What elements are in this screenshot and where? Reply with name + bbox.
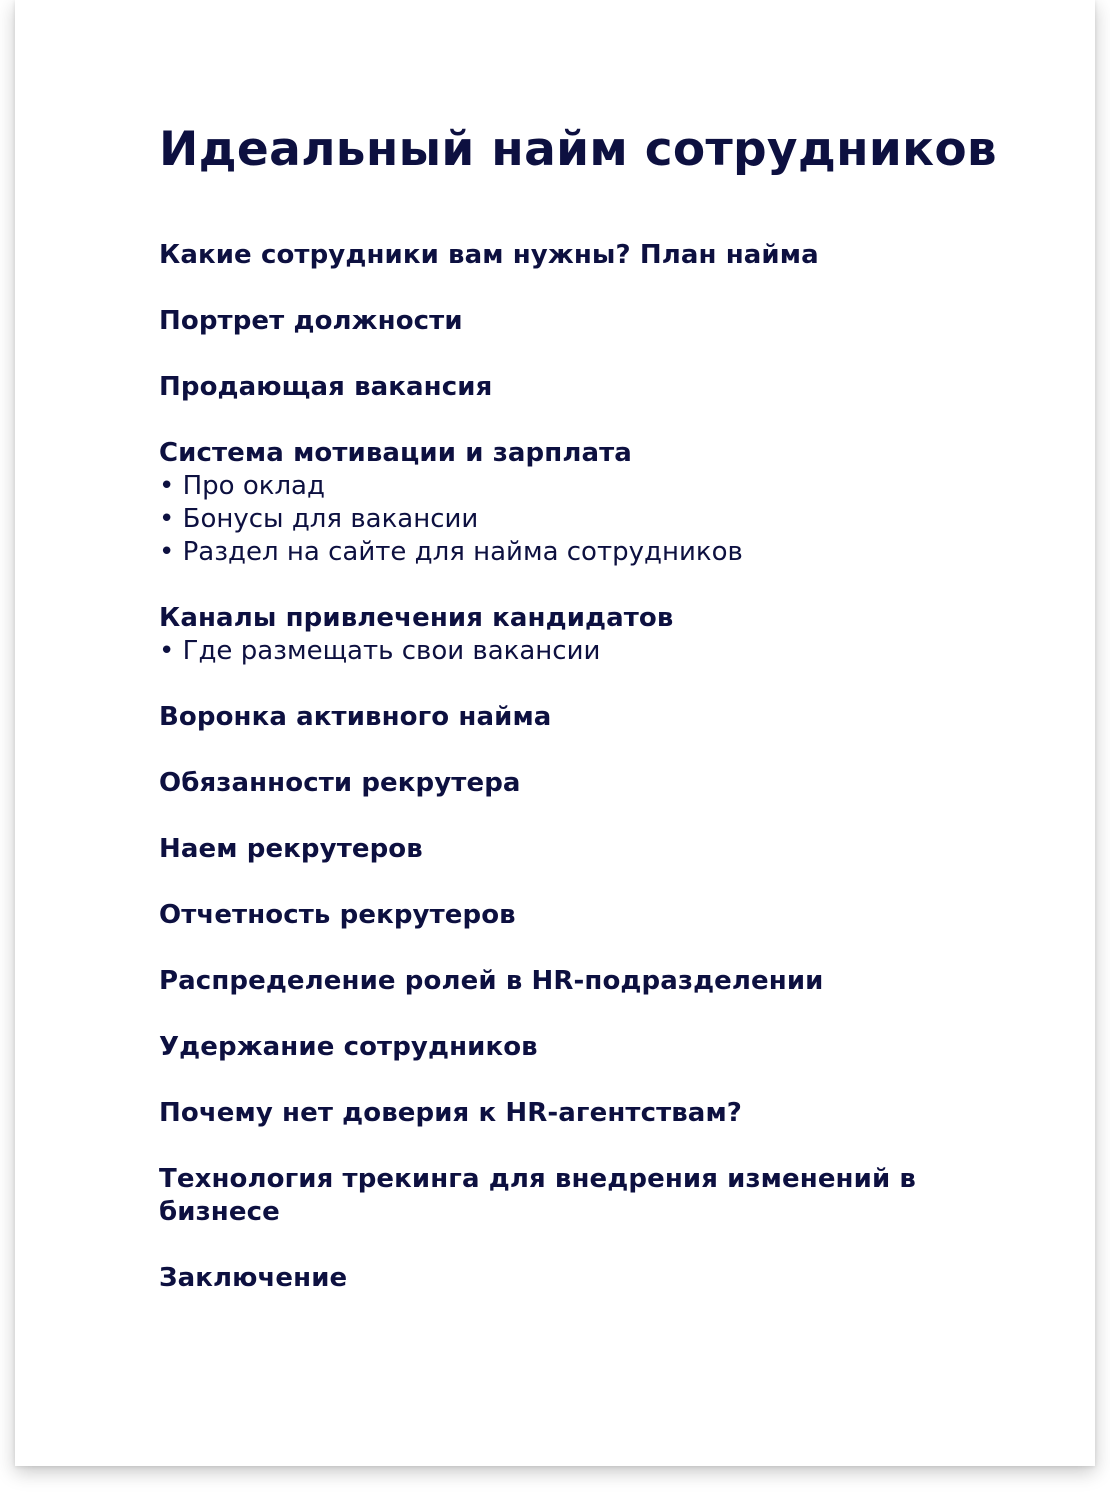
- toc-section: [159, 1097, 1019, 1130]
- toc-section: [159, 1163, 1019, 1229]
- section-heading: Воронка активного найма: [159, 702, 552, 732]
- section-subitem: • Про оклад: [159, 471, 325, 501]
- section-heading: Система мотивации и зарплата: [159, 438, 632, 468]
- toc-section: [159, 602, 1019, 668]
- section-subitem: • Где размещать свои вакансии: [159, 636, 601, 666]
- section-heading: Обязанности рекрутера: [159, 768, 521, 798]
- toc-section: [159, 767, 1019, 800]
- page-content: [159, 120, 1019, 1328]
- section-heading: Распределение ролей в HR-подразделении: [159, 966, 824, 996]
- toc-section: [159, 305, 1019, 338]
- toc-section: [159, 899, 1019, 932]
- toc-section: [159, 371, 1019, 404]
- toc-section: [159, 1262, 1019, 1295]
- toc-section: [159, 239, 1019, 272]
- section-heading: Технология трекинга для внедрения изменений в бизнесе: [159, 1164, 916, 1227]
- section-subitem: • Раздел на сайте для найма сотрудников: [159, 537, 743, 567]
- toc-section: [159, 833, 1019, 866]
- toc-section: [159, 437, 1019, 569]
- toc-section: [159, 1031, 1019, 1064]
- table-of-contents: [159, 239, 1019, 1295]
- section-subitem: • Бонусы для вакансии: [159, 504, 479, 534]
- section-heading: Какие сотрудники вам нужны? План найма: [159, 240, 819, 270]
- section-heading: Заключение: [159, 1263, 348, 1293]
- section-heading: Портрет должности: [159, 306, 463, 336]
- section-heading: Отчетность рекрутеров: [159, 900, 516, 930]
- section-heading: Каналы привлечения кандидатов: [159, 603, 674, 633]
- page-title: Идеальный найм сотрудников: [159, 122, 997, 177]
- toc-section: [159, 701, 1019, 734]
- toc-section: [159, 965, 1019, 998]
- section-heading: Продающая вакансия: [159, 372, 493, 402]
- section-heading: Почему нет доверия к HR-агентствам?: [159, 1098, 742, 1128]
- document-page: [15, 0, 1095, 1466]
- section-heading: Наем рекрутеров: [159, 834, 423, 864]
- section-heading: Удержание сотрудников: [159, 1032, 538, 1062]
